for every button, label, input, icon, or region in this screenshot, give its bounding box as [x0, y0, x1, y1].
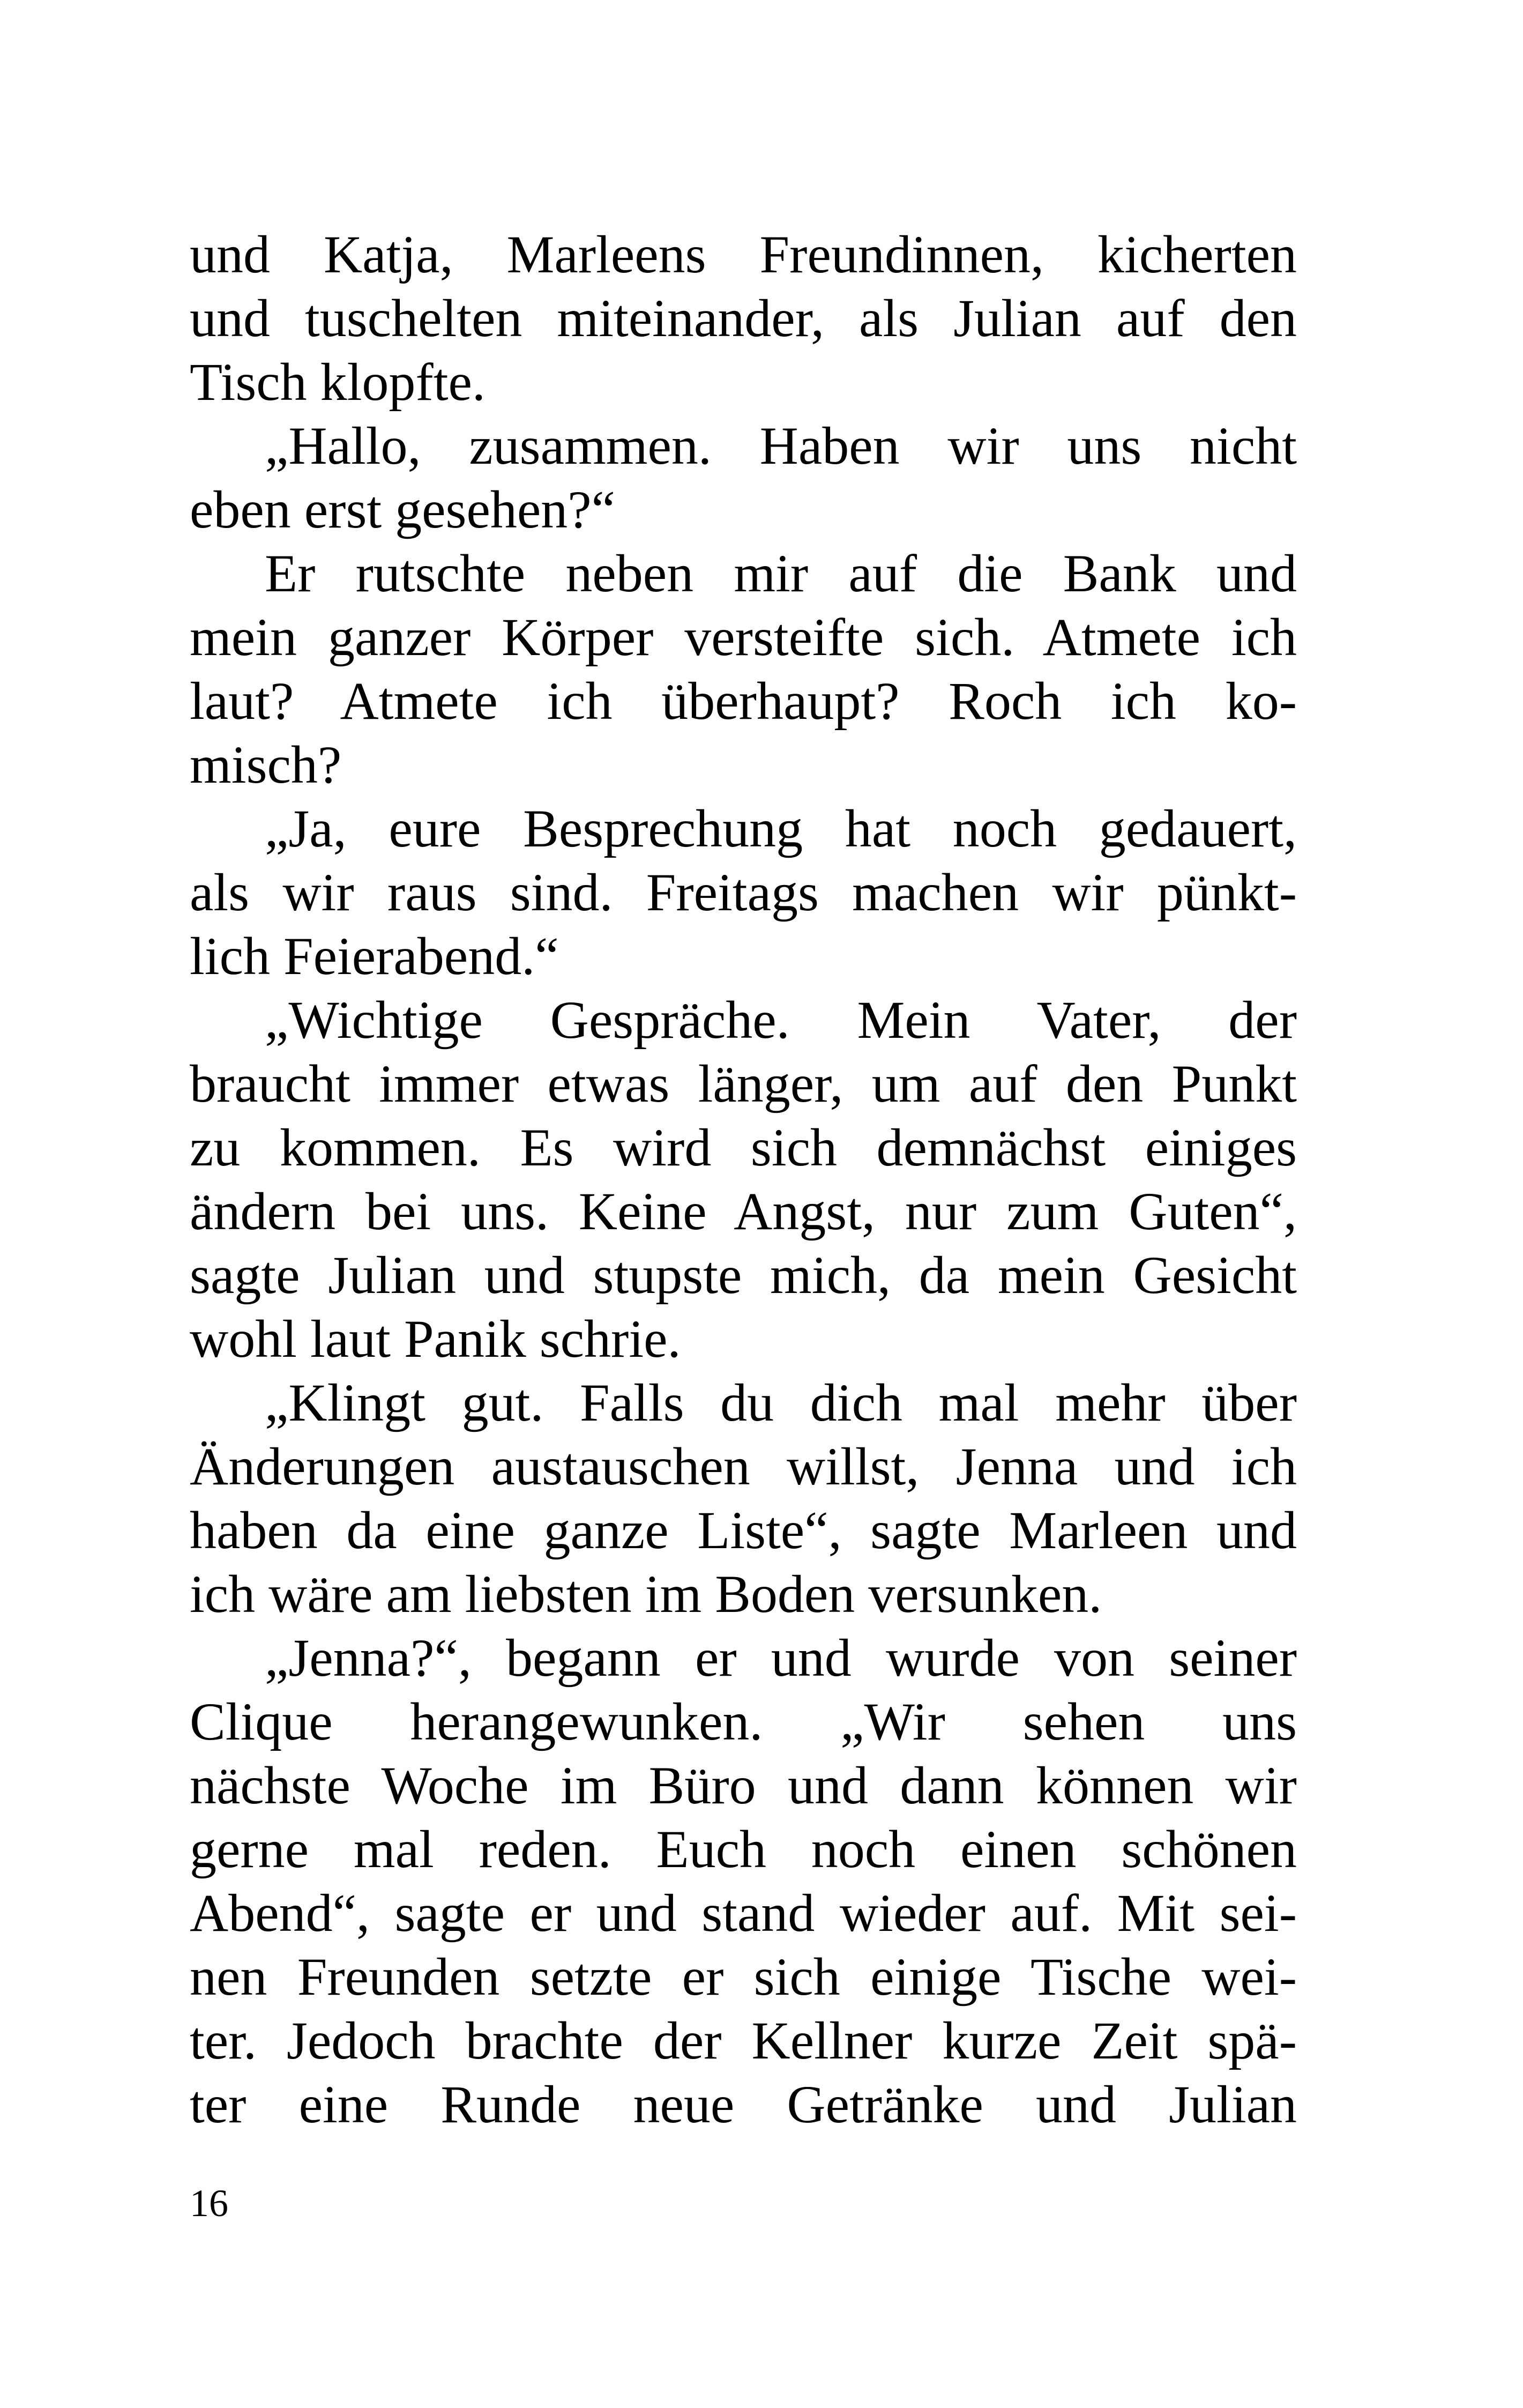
text-line: gerne mal reden. Euch noch einen schönen — [190, 1819, 1297, 1879]
text-line: nen Freunden setzte er sich einige Tische wei- — [190, 1947, 1297, 2006]
text-line: zu kommen. Es wird sich demnächst einiges — [190, 1118, 1297, 1177]
paragraph — [190, 1626, 1297, 2136]
text-line: ter eine Runde neue Getränke und Julian — [190, 2075, 1297, 2134]
text-line: mein ganzer Körper versteifte sich. Atmete ich — [190, 607, 1297, 667]
text-line: ändern bei uns. Keine Angst, nur zum Guten“, — [190, 1181, 1297, 1241]
text-line: misch? — [190, 735, 342, 794]
text-line: Tisch klopfte. — [190, 352, 486, 412]
text-line: „Klingt gut. Falls du dich mal mehr über — [265, 1373, 1297, 1432]
text-line: und Katja, Marleens Freundinnen, kicherten — [190, 225, 1297, 284]
text-line: „Hallo, zusammen. Haben wir uns nicht — [265, 416, 1297, 475]
text-line: als wir raus sind. Freitags machen wir pünkt- — [190, 863, 1297, 922]
text-line: Clique herangewunken. „Wir sehen uns — [190, 1692, 1297, 1751]
text-line: „Wichtige Gespräche. Mein Vater, der — [265, 990, 1297, 1050]
paragraph — [190, 797, 1297, 988]
paragraph — [190, 988, 1297, 1371]
text-line: „Ja, eure Besprechung hat noch gedauert, — [265, 799, 1297, 858]
text-line: ich wäre am liebsten im Boden versunken. — [190, 1564, 1102, 1624]
text-line: ter. Jedoch brachte der Kellner kurze Zeit spä- — [190, 2011, 1297, 2070]
text-line: eben erst gesehen?“ — [190, 480, 615, 539]
text-line: nächste Woche im Büro und dann können wir — [190, 1756, 1297, 1815]
text-line: wohl laut Panik schrie. — [190, 1309, 681, 1369]
paragraph — [190, 1371, 1297, 1626]
paragraph — [190, 414, 1297, 541]
text-line: laut? Atmete ich überhaupt? Roch ich ko- — [190, 671, 1297, 731]
text-line: Änderungen austauschen willst, Jenna und ich — [190, 1437, 1297, 1496]
text-line: haben da eine ganze Liste“, sagte Marleen und — [190, 1500, 1297, 1560]
page-number: 16 — [190, 2182, 228, 2225]
text-line: sagte Julian und stupste mich, da mein Gesicht — [190, 1245, 1297, 1305]
text-line: Er rutschte neben mir auf die Bank und — [265, 544, 1297, 603]
body-text — [190, 222, 1297, 2136]
paragraph — [190, 222, 1297, 414]
text-line: und tuschelten miteinander, als Julian auf den — [190, 288, 1297, 348]
text-line: lich Feierabend.“ — [190, 926, 559, 986]
text-line: „Jenna?“, begann er und wurde von seiner — [265, 1628, 1297, 1688]
text-line: braucht immer etwas länger, um auf den Punkt — [190, 1054, 1297, 1113]
paragraph — [190, 541, 1297, 797]
text-line: Abend“, sagte er und stand wieder auf. Mit sei- — [190, 1883, 1297, 1943]
